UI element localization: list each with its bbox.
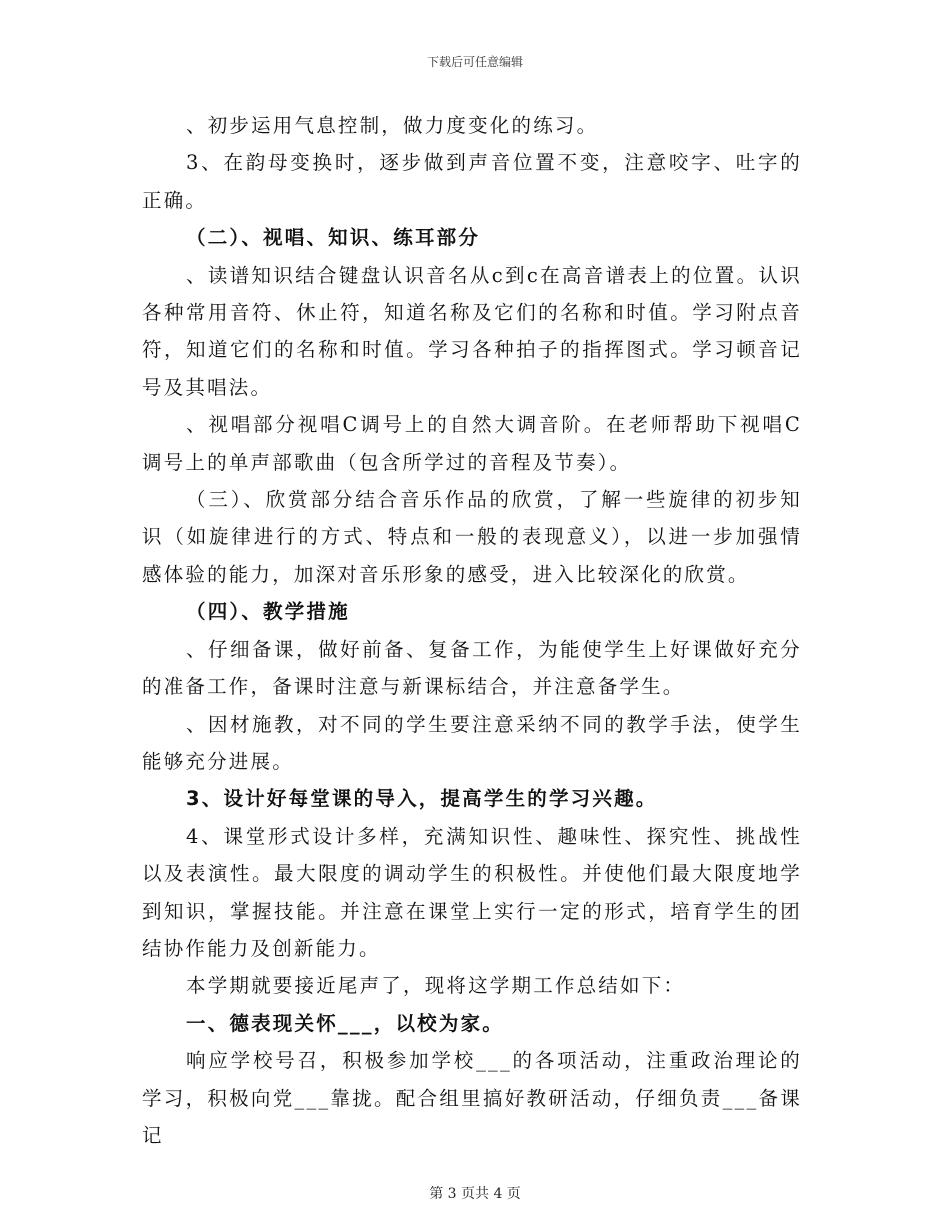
section-heading: 3、设计好每堂课的导入，提高学生的学习兴趣。 <box>186 787 658 811</box>
paragraph: 、读谱知识结合键盘认识音名从c到c在高音谱表上的位置。认识各种常用音符、休止符，知道名称及它们的名称和时值。学习附点音符，知道它们的名称和时值。学习各种拍子的指挥图式。学习顿音记号及其唱法。 <box>142 263 802 399</box>
paragraph: 、初步运用气息控制，做力度变化的练习。 <box>186 114 599 137</box>
paragraph: 4、课堂形式设计多样，充满知识性、趣味性、探究性、挑战性以及表演性。最大限度的调动学生的积极性。并使他们最大限度地学到知识，掌握技能。并注意在课堂上实行一定的形式，培育学生的团结协作能力及创新能力。 <box>142 824 802 960</box>
section-heading: （二）、视唱、知识、练耳部分 <box>186 226 481 250</box>
page-header: 下载后可任意编辑 <box>426 55 523 69</box>
paragraph: 、视唱部分视唱C调号上的自然大调音阶。在老师帮助下视唱C调号上的单声部歌曲（包含所学过的音程及节奏）。 <box>142 413 802 474</box>
paragraph: 、仔细备课，做好前备、复备工作，为能使学生上好课做好充分的准备工作，备课时注意与新课标结合，并注意备学生。 <box>142 637 802 699</box>
paragraph: 本学期就要接近尾声了，现将这学期工作总结如下： <box>186 974 686 998</box>
section-heading: （四）、教学措施 <box>186 600 350 624</box>
paragraph: （三）、欣赏部分结合音乐作品的欣赏，了解一些旋律的初步知识（如旋律进行的方式、特点和一般的表现意义），以进一步加强情感体验的能力，加深对音乐形象的感受，进入比较深化的欣赏。 <box>142 488 802 586</box>
paragraph: 3、在韵母变换时，逐步做到声音位置不变，注意咬字、吐字的正确。 <box>142 151 802 212</box>
paragraph: 响应学校号召，积极参加学校___的各项活动，注重政治理论的学习，积极向党___靠拢。配合组里搞好教研活动，仔细负责___备课记 <box>142 1049 802 1147</box>
paragraph: 、因材施教，对不同的学生要注意采纳不同的教学手法，使学生能够充分进展。 <box>142 712 802 773</box>
page-footer: 第 3 页共 4 页 <box>429 1186 521 1202</box>
section-heading: 一、德表现关怀___，以校为家。 <box>186 1011 504 1035</box>
document-body <box>142 107 802 1154</box>
